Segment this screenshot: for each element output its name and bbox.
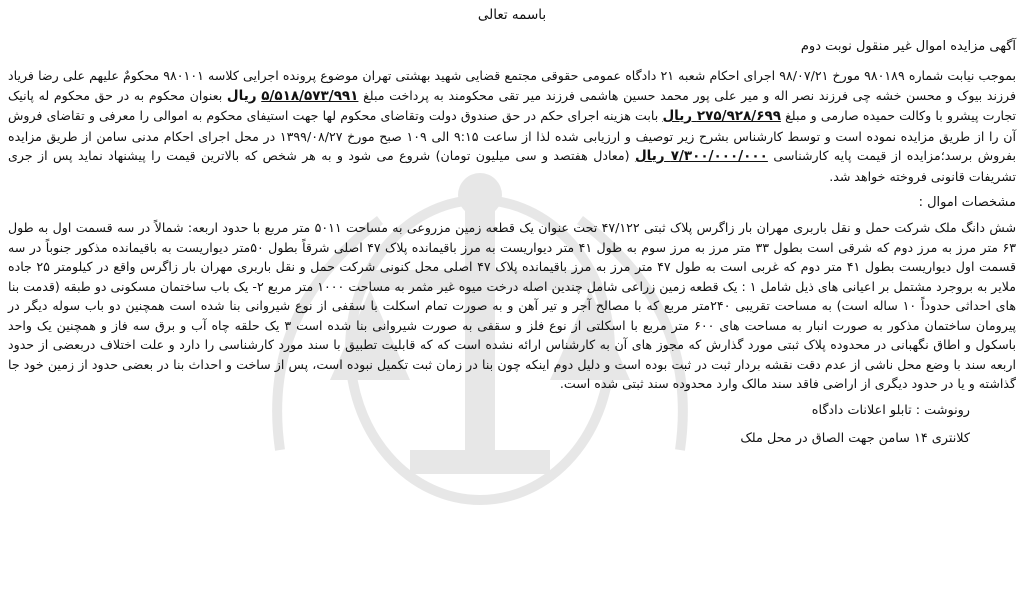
intro-part-3: بابت هزینه اجرای حکم در حق صندوق دولت وتقاضای محکوم لها جهت استیفای محکوم به اموالی را معرفی و تقاضای فروش آن را از طریق مزایده نموده است و توسط کارشناس بشرح زیر توصیف و ارزیابی شده لذا از ساعت ۹:۱۵ الی ۱۰۹ صبح مورخ ۱۳۹۹/۰۸/۲۷ در محل اجرای احکام مدنی سامن از طریق مزایده بفروش برسد؛مزایده از قیمت پایه کارشناسی <box>8 108 1017 163</box>
execution-fee-amount <box>662 108 781 124</box>
property-specs-paragraph: شش دانگ ملک شرکت حمل و نقل باربری مهران بار زاگرس پلاک ثبتی ۴۷/۱۲۲ تحت عنوان یک قطعه زمین مزروعی به مساحت ۵۰۱۱ متر مربع با حدود اربعه: شمالاً در سه قسمت اول به طول ۶۳ متر مرز به مرز دوم که شرقی است بطول ۳۳ متر مرز به مرز سوم به طول ۴۱ متر دیواریست به مرز باقیمانده پلاک ۴۷ اصلی شرقاً بطول ۵۰متر دیواریست به باقیمانده مذکور جنوباً در سه قسمت اول دیواریست بطول ۴۱ متر دوم که غربی است به طول ۴۷ متر مرز به مرز باقیمانده پلاک ۴۷ اصلی محل کنونی شرکت حمل و نقل باربری مهران بار زاگرس واقع در کیلومتر ۲۵ جاده ملایر به بروجرد مشتمل بر اعیانی های ذیل شامل ۱ : یک قطعه زمین زراعی شامل چندین اصله درخت میوه غیر مثمر به مساحت ۱۰۰۰ متر مربع ۲- یک باب ساختمان مسکونی دو طبقه (قدمت بنا های احداثی حدوداً ۱۰ ساله است) به مساحت تقریبی ۲۴۰متر مربع که با مصالح آجر و تیر آهن و به صورت تمام اسکلت با سقفی از نوع شیروانی بنا شده است همچنین دو باب سوله دیگر در پیرومان ساختمان مذکور به صورت انبار به مساحت های ۶۰۰ متر مربع با اسکلتی از نوع فلز و سقفی به صورت شیروانی بنا شده است ۳ یک حلقه چاه آب و برق سه فاز و همچنین یک واحد باسکول و اطاق نگهبانی در محدوده پلاک ثبتی مورد گذارش که مجوز های آن به کارشناس ارائه نشده است که که قابلیت تطبیق با سند مورد کارشناسی را دارد و علت اختلاف دربعضی از حدود اربعه سند با وضع محل ناشی از عدم دقت نقشه بردار ثبت در ثبت بوده است و دلیل دوم اینکه چون بنا در زمان ثبت تکمیل نبوده است، پس از ساخت و احداث بنا در بعضی حدود از زمین خود جا گذاشته و یا در حدود دیگری از اراضی فاقد سند مالک وارد محدوده سند ثبتی شده است. <box>8 220 1017 391</box>
copy-recipient-line-2: کلانتری ۱۴ سامن جهت الصاق در محل ملک <box>740 430 970 446</box>
intro-part-1: بموجب نیابت شماره ۹۸۰۱۸۹ مورخ ۹۸/۰۷/۲۱ اجرای احکام شعبه ۲۱ دادگاه عمومی حقوقی مجتمع قضایی شهید بهشتی تهران موضوع پرونده اجرایی کلاسه ۹۸۰۱۰۱ محکومٌ علیهم علی رضا فریاد فرزند بیوک و محسن خشه چی فرزند نصر اله و میر علی پور محمد حسین هاشمی فرزند میر تقی محکومند به پرداخت مبلغ <box>8 68 1017 103</box>
intro-paragraph <box>8 66 1016 186</box>
announcement-content <box>8 6 1016 448</box>
intro-part-4: (معادل هفتصد و سی میلیون تومان) شروع می شود و به هر شخص که بالاترین قیمت را پیشنهاد نماید پس از جری تشریفات قانونی فروخته خواهد شد. <box>8 148 1016 184</box>
execution-fee-unit: ریال <box>662 108 693 124</box>
judgment-amount <box>261 88 358 104</box>
base-price-value: ۷/۳۰۰/۰۰۰/۰۰۰ <box>670 148 768 164</box>
judgment-amount-value: ۵/۵۱۸/۵۷۳/۹۹۱ <box>261 87 359 104</box>
base-price-amount <box>635 148 768 164</box>
announcement-title: آگهی مزایده اموال غیر منقول نوبت دوم <box>800 39 1016 54</box>
property-specs-label: مشخصات اموال : <box>918 195 1016 210</box>
judgment-amount-unit: ریال <box>226 87 257 104</box>
invocation-heading: باسمه تعالی <box>477 7 547 23</box>
intro-part-2: بعنوان محکوم به در حق محکوم له پانیک تجارت پیشرو با وکالت حمیده صارمی و مبلغ <box>8 87 1017 123</box>
execution-fee-value: ۲۷۵/۹۲۸/۶۹۹ <box>696 108 781 124</box>
copy-recipient-line: رونوشت : تابلو اعلانات دادگاه <box>811 402 970 418</box>
base-price-unit: ریال <box>634 148 665 164</box>
